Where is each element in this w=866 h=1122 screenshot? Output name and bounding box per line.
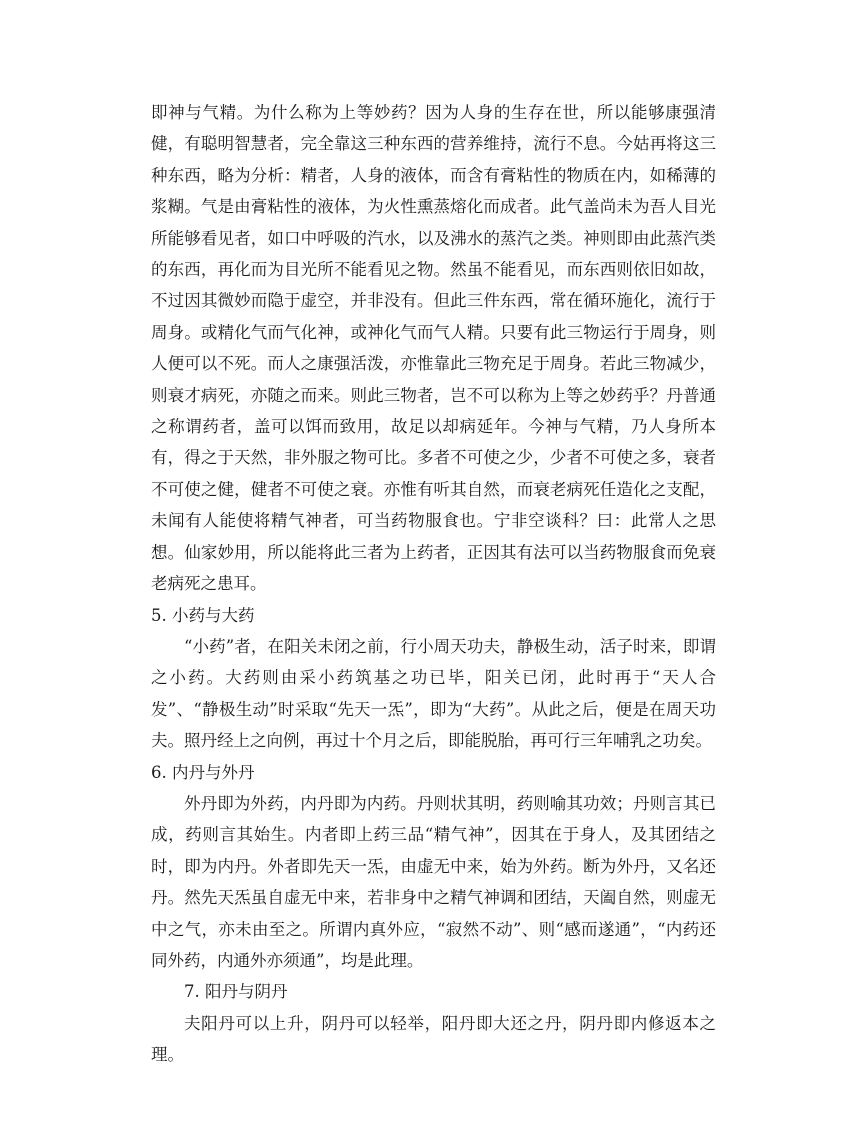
paragraph-yang-and-yin-elixir: 夫阳丹可以上升，阴丹可以轻举，阳丹即大还之丹，阴丹即内修返本之理。 (151, 1013, 716, 1065)
section-heading-yang-and-yin-elixir: 7. 阳丹与阴丹 (184, 982, 288, 1002)
section-heading-small-and-great-medicine: 5. 小药与大药 (151, 605, 255, 625)
document-body (151, 97, 716, 1071)
paragraph-inner-and-outer-elixir: 外丹即为外药，内丹即为内药。丹则状其明，药则喻其功效；丹则言其已成，药则言其始生。内者即上药三品“精气神”，因其在于身人，及其团结之时，即为内丹。外者即先天一炁，由虚无中来，始为外药。断为外丹，又名还丹。然先天炁虽自虚无中来，若非身中之精气神调和团结，天阖自然，则虚无中之气，亦未由至之。所谓内真外应，“寂然不动”、则“感而遂通”，“内药还同外药，内通外亦须通”，均是此理。 (151, 793, 716, 970)
section-heading-inner-and-outer-elixir: 6. 内丹与外丹 (151, 762, 255, 782)
paragraph-small-and-great-medicine: “小药”者，在阳关未闭之前，行小周天功夫，静极生动，活子时来，即谓之小药。大药则由采小药筑基之功已毕，阳关已闭，此时再于“天人合发”、“静极生动”时采取“先天一炁”，即为“大药”。从此之后，便是在周天功夫。照丹经上之向例，再过十个月之后，即能脱胎，再可行三年哺乳之功矣。 (151, 636, 716, 751)
paragraph-three-treasures: 即神与气精。为什么称为上等妙药？因为人身的生存在世，所以能够康强清健，有聪明智慧者，完全靠这三种东西的营养维持，流行不息。今姑再将这三种东西，略为分析：精者，人身的液体，而含有膏粘性的物质在内，如稀薄的浆糊。气是由膏粘性的液体，为火性熏蒸熔化而成者。此气盖尚未为吾人目光所能够看见者，如口中呼吸的汽水，以及沸水的蒸汽之类。神则即由此蒸汽类的东西，再化而为目光所不能看见之物。然虽不能看见，而东西则依旧如故，不过因其微妙而隐于虚空，并非没有。但此三件东西，常在循环施化，流行于周身。或精化气而气化神，或神化气而气人精。只要有此三物运行于周身，则人便可以不死。而人之康强活泼，亦惟靠此三物充足于周身。若此三物减少，则衰才病死，亦随之而来。则此三物者，岂不可以称为上等之妙药乎？丹普通之称谓药者，盖可以饵而致用，故足以却病延年。今神与气精，乃人身所本有，得之于天然，非外服之物可比。多者不可使之少，少者不可使之多，衰者不可使之健，健者不可使之衰。亦惟有听其自然，而衰老病死任造化之支配，未闻有人能使将精气神者，可当药物服食也。宁非空谈科？曰：此常人之思想。仙家妙用，所以能将此三者为上药者，正因其有法可以当药物服食而免衰老病死之患耳。 (151, 103, 716, 594)
